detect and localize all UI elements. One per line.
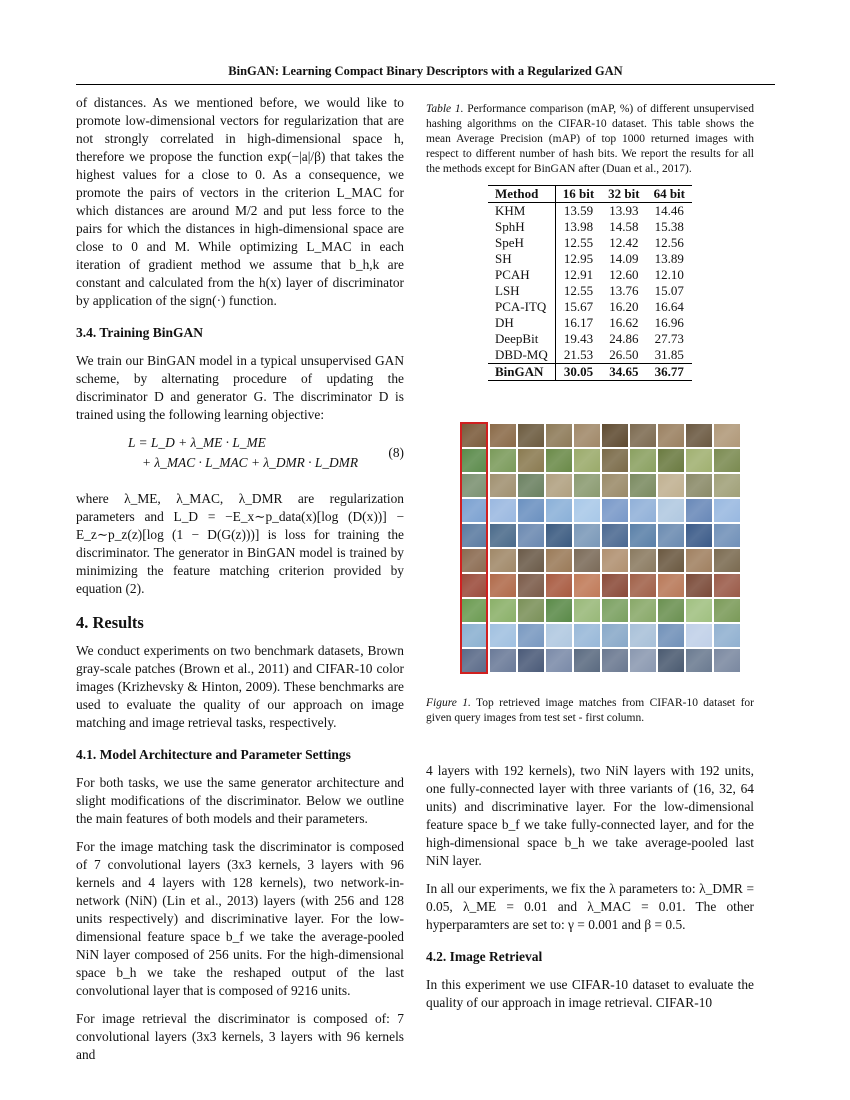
retrieved-image	[630, 474, 656, 497]
section-3-4-title: 3.4. Training BinGAN	[76, 325, 204, 340]
table-row	[488, 267, 692, 283]
retrieved-image	[630, 549, 656, 572]
figure-caption-text: Top retrieved image matches from CIFAR-10 dataset for given query images from test set - first column.	[426, 697, 755, 724]
section-4-1-paragraph-2: For the image matching task the discriminator is composed of 7 convolutional layers (3x3 kernels, 3 layers with 96 kernels and 4 layers with 128 kernels), two network-in-network (NiN) (Lin et al., 2013) layers (with 256 and 128 units respectively) and discriminative layer. For the low-dimensional feature space b_f we take the average-pooled NiN layer composed of 256 units. For the high-dimensional space b_h we take the reshaped output of the last convolutional layer that is composed of 9216 units.	[76, 839, 404, 998]
retrieval-figure	[462, 424, 750, 676]
retrieved-image	[686, 599, 712, 622]
section-4-2-title: 4.2. Image Retrieval	[426, 949, 543, 964]
retrieved-image	[602, 424, 628, 447]
retrieved-image	[658, 424, 684, 447]
header-method: Method	[488, 186, 555, 203]
retrieved-image	[602, 499, 628, 522]
retrieved-image	[574, 599, 600, 622]
retrieved-image	[490, 574, 516, 597]
table-cell: 14.09	[609, 251, 639, 266]
retrieved-image	[574, 424, 600, 447]
retrieved-image	[658, 599, 684, 622]
retrieved-image	[490, 449, 516, 472]
table-cell: 16.96	[654, 315, 684, 330]
section-4-2-paragraph: In this experiment we use CIFAR-10 dataset to evaluate the quality of our approach in image retrieval. CIFAR-10	[426, 977, 754, 1010]
equation-line-2: + λ_MAC · L_MAC + λ_DMR · L_DMR	[142, 455, 359, 470]
header-16bit: 16 bit	[555, 186, 601, 203]
retrieved-image	[630, 649, 656, 672]
retrieved-image	[686, 424, 712, 447]
retrieved-image	[490, 424, 516, 447]
retrieved-image	[546, 624, 572, 647]
table-cell: 12.55	[555, 283, 601, 299]
header-rule	[76, 84, 775, 85]
retrieved-image	[490, 624, 516, 647]
retrieved-image	[574, 624, 600, 647]
retrieved-image	[518, 599, 544, 622]
table-cell: 14.46	[654, 203, 684, 218]
retrieved-image	[714, 474, 740, 497]
figure-caption-label: Figure 1.	[426, 697, 471, 709]
retrieved-image	[686, 649, 712, 672]
table-cell: 16.20	[609, 299, 639, 314]
retrieved-image	[518, 474, 544, 497]
table-row	[488, 331, 692, 347]
retrieved-image	[686, 524, 712, 547]
table-cell: 30.05	[555, 364, 601, 381]
table-cell: BinGAN	[488, 364, 555, 381]
table-cell: 12.55	[555, 235, 601, 251]
table-cell: LSH	[495, 283, 520, 298]
query-column-frame	[460, 422, 488, 674]
table-cell: SphH	[495, 219, 525, 234]
retrieved-image	[518, 574, 544, 597]
table-cell: 13.59	[555, 203, 601, 220]
section-4-1-paragraph-1: For both tasks, we use the same generator architecture and slight modifications of the discriminator. Below we outline the main features of both models and their parameters.	[76, 775, 404, 826]
retrieved-image	[602, 549, 628, 572]
table-row	[488, 347, 692, 364]
retrieved-image	[574, 449, 600, 472]
section-4-1-paragraph-3: For image retrieval the discriminator is composed of: 7 convolutional layers (3x3 kernels, 3 layers with 96 kernels and	[76, 1011, 404, 1062]
table-cell: 12.56	[654, 235, 684, 250]
table-cell: DeepBit	[495, 331, 539, 346]
table-cell: 24.86	[609, 331, 639, 346]
table-cell: 19.43	[555, 331, 601, 347]
table-cell: PCAH	[495, 267, 530, 282]
retrieved-image	[714, 599, 740, 622]
retrieved-image	[490, 474, 516, 497]
header-64bit: 64 bit	[647, 186, 692, 203]
equation-number: (8)	[388, 445, 404, 460]
table-cell: 12.10	[654, 267, 684, 282]
retrieved-image	[714, 624, 740, 647]
table-cell: SH	[495, 251, 512, 266]
retrieved-image	[574, 474, 600, 497]
table-cell: DH	[495, 315, 514, 330]
table-cell: DBD-MQ	[495, 347, 548, 362]
retrieved-image	[518, 449, 544, 472]
retrieved-image	[602, 524, 628, 547]
retrieved-image	[714, 549, 740, 572]
retrieved-image	[658, 549, 684, 572]
retrieved-image	[658, 474, 684, 497]
retrieved-image	[574, 549, 600, 572]
table-cell: 21.53	[555, 347, 601, 364]
table-cell: 26.50	[609, 347, 639, 362]
retrieved-image	[714, 499, 740, 522]
image-grid	[462, 424, 750, 672]
table-cell: 16.62	[609, 315, 639, 330]
retrieved-image	[630, 424, 656, 447]
retrieved-image	[546, 474, 572, 497]
retrieved-image	[686, 449, 712, 472]
table-row	[488, 299, 692, 315]
table-row	[488, 251, 692, 267]
table-row	[488, 203, 692, 220]
table-caption-text: Performance comparison (mAP, %) of different unsupervised hashing algorithms on the CIFAR-10 dataset. This table shows the mean Average Precision (mAP) of top 1000 returned images with respect to different number of hash bits. We report the results for all the methods except for BinGAN after (Duan et al., 2017).	[426, 103, 755, 175]
retrieved-image	[518, 624, 544, 647]
table-cell: 13.98	[555, 219, 601, 235]
retrieved-image	[546, 599, 572, 622]
table-cell: 15.38	[654, 219, 684, 234]
retrieved-image	[686, 499, 712, 522]
retrieved-image	[546, 424, 572, 447]
table-cell: 13.76	[609, 283, 639, 298]
section-4-1-title: 4.1. Model Architecture and Parameter Settings	[76, 747, 351, 762]
retrieved-image	[630, 624, 656, 647]
retrieved-image	[574, 499, 600, 522]
table-body	[488, 203, 692, 381]
retrieved-image	[602, 599, 628, 622]
retrieved-image	[518, 549, 544, 572]
table-caption-label: Table 1.	[426, 103, 464, 115]
table-cell: 14.58	[609, 219, 639, 234]
table-cell: 12.95	[555, 251, 601, 267]
right-column-text	[426, 762, 754, 1022]
retrieved-image	[714, 449, 740, 472]
retrieved-image	[602, 449, 628, 472]
retrieved-image	[686, 549, 712, 572]
section-4-paragraph: We conduct experiments on two benchmark datasets, Brown gray-scale patches (Brown et al., 2011) and CIFAR-10 color images (Krizhevsky & Hinton, 2009). These benchmarks are used to evaluate the quality of our approach on image matching and image retrieval tasks, respectively.	[76, 643, 404, 730]
section-3-4-paragraph-1: We train our BinGAN model in a typical unsupervised GAN scheme, by alternating procedure of updating the discriminator D and generator G. The discriminator D is trained using the following learning objective:	[76, 353, 404, 422]
retrieved-image	[658, 649, 684, 672]
retrieved-image	[658, 574, 684, 597]
retrieved-image	[630, 449, 656, 472]
retrieved-image	[518, 499, 544, 522]
retrieved-image	[574, 649, 600, 672]
retrieved-image	[602, 624, 628, 647]
retrieved-image	[686, 574, 712, 597]
table-cell: 16.17	[555, 315, 601, 331]
retrieved-image	[714, 649, 740, 672]
table-cell: SpeH	[495, 235, 524, 250]
table-cell: 12.42	[609, 235, 639, 250]
retrieved-image	[686, 624, 712, 647]
retrieved-image	[714, 524, 740, 547]
section-4-title: 4. Results	[76, 613, 144, 632]
equation-8	[76, 434, 404, 478]
table-row	[488, 283, 692, 299]
right-paragraph-1: 4 layers with 192 kernels), two NiN layers with 192 units, one fully-connected layer with three variants of (16, 32, 64 units) and discriminative layer. For the low-dimensional feature space b_f we take fully-connected layer, and for the high-dimensional space b_h we take average-pooled last NiN layer.	[426, 763, 754, 868]
retrieved-image	[658, 624, 684, 647]
retrieved-image	[714, 424, 740, 447]
equation-line-1: L = L_D + λ_ME · L_ME	[128, 435, 266, 450]
retrieved-image	[490, 649, 516, 672]
table-cell: 16.64	[654, 299, 684, 314]
results-table	[488, 185, 692, 381]
retrieved-image	[658, 499, 684, 522]
retrieved-image	[658, 449, 684, 472]
table-cell: PCA-ITQ	[495, 299, 547, 314]
retrieved-image	[546, 574, 572, 597]
retrieved-image	[518, 524, 544, 547]
retrieved-image	[546, 499, 572, 522]
table-cell: 15.67	[555, 299, 601, 315]
right-paragraph-2: In all our experiments, we fix the λ parameters to: λ_DMR = 0.05, λ_ME = 0.01 and λ_MAC = 0.01. The other hyperparamters are set to: γ = 0.001 and β = 0.5.	[426, 881, 754, 932]
retrieved-image	[546, 524, 572, 547]
retrieved-image	[546, 649, 572, 672]
retrieved-image	[658, 524, 684, 547]
retrieved-image	[574, 524, 600, 547]
retrieved-image	[518, 649, 544, 672]
retrieved-image	[630, 599, 656, 622]
retrieved-image	[490, 599, 516, 622]
table-cell: 34.65	[601, 364, 646, 381]
table-cell: 13.89	[654, 251, 684, 266]
table-caption	[426, 102, 754, 177]
retrieved-image	[630, 524, 656, 547]
retrieved-image	[490, 524, 516, 547]
table-block	[426, 102, 754, 381]
retrieved-image	[602, 574, 628, 597]
retrieved-image	[714, 574, 740, 597]
retrieved-image	[518, 424, 544, 447]
retrieved-image	[546, 549, 572, 572]
table-cell: 15.07	[654, 283, 684, 298]
table-row	[488, 219, 692, 235]
table-cell: 13.93	[609, 203, 639, 218]
running-header: BinGAN: Learning Compact Binary Descriptors with a Regularized GAN	[228, 64, 623, 78]
section-3-4-paragraph-2: where λ_ME, λ_MAC, λ_DMR are regularization parameters and L_D = −E_x∼p_data(x)[log (D(x))] − E_z∼p_z(z)[log (1 − D(G(z)))] is loss for training the discriminator. The generator in BinGAN model is trained by minimizing the feature matching criterion provided by equation (2).	[76, 491, 404, 596]
retrieved-image	[546, 449, 572, 472]
figure-caption	[426, 696, 754, 726]
retrieved-image	[630, 574, 656, 597]
table-header-row	[488, 186, 692, 203]
retrieved-image	[630, 499, 656, 522]
retrieved-image	[490, 499, 516, 522]
table-cell: 12.91	[555, 267, 601, 283]
retrieved-image	[574, 574, 600, 597]
retrieved-image	[686, 474, 712, 497]
retrieved-image	[602, 649, 628, 672]
table-cell: 36.77	[647, 364, 692, 381]
table-cell: 12.60	[609, 267, 639, 282]
table-cell: KHM	[495, 203, 526, 218]
header-32bit: 32 bit	[601, 186, 646, 203]
table-row	[488, 235, 692, 251]
table-cell: 27.73	[654, 331, 684, 346]
table-row-bingan	[488, 364, 692, 381]
table-cell: 31.85	[654, 347, 684, 362]
left-column	[76, 94, 404, 1074]
retrieved-image	[602, 474, 628, 497]
table-row	[488, 315, 692, 331]
retrieved-image	[490, 549, 516, 572]
intro-paragraph: of distances. As we mentioned before, we would like to promote low-dimensional vectors for regularization that are not strongly correlated in high-dimensional space h, therefore we propose the function exp(−|a|/β) that takes the highest values for a close to 0. As a consequence, we promote the pairs of vectors in the criterion L_MAC for which distances are around M/2 and put less force to the pairs for which the distances in high-dimensional space are close to 0 and M. While optimizing L_MAC in each iteration of gradient method we assume that b_h,k are constant and calculated from the h(x) layer of discriminator by application of the sign(·) function.	[76, 95, 404, 308]
